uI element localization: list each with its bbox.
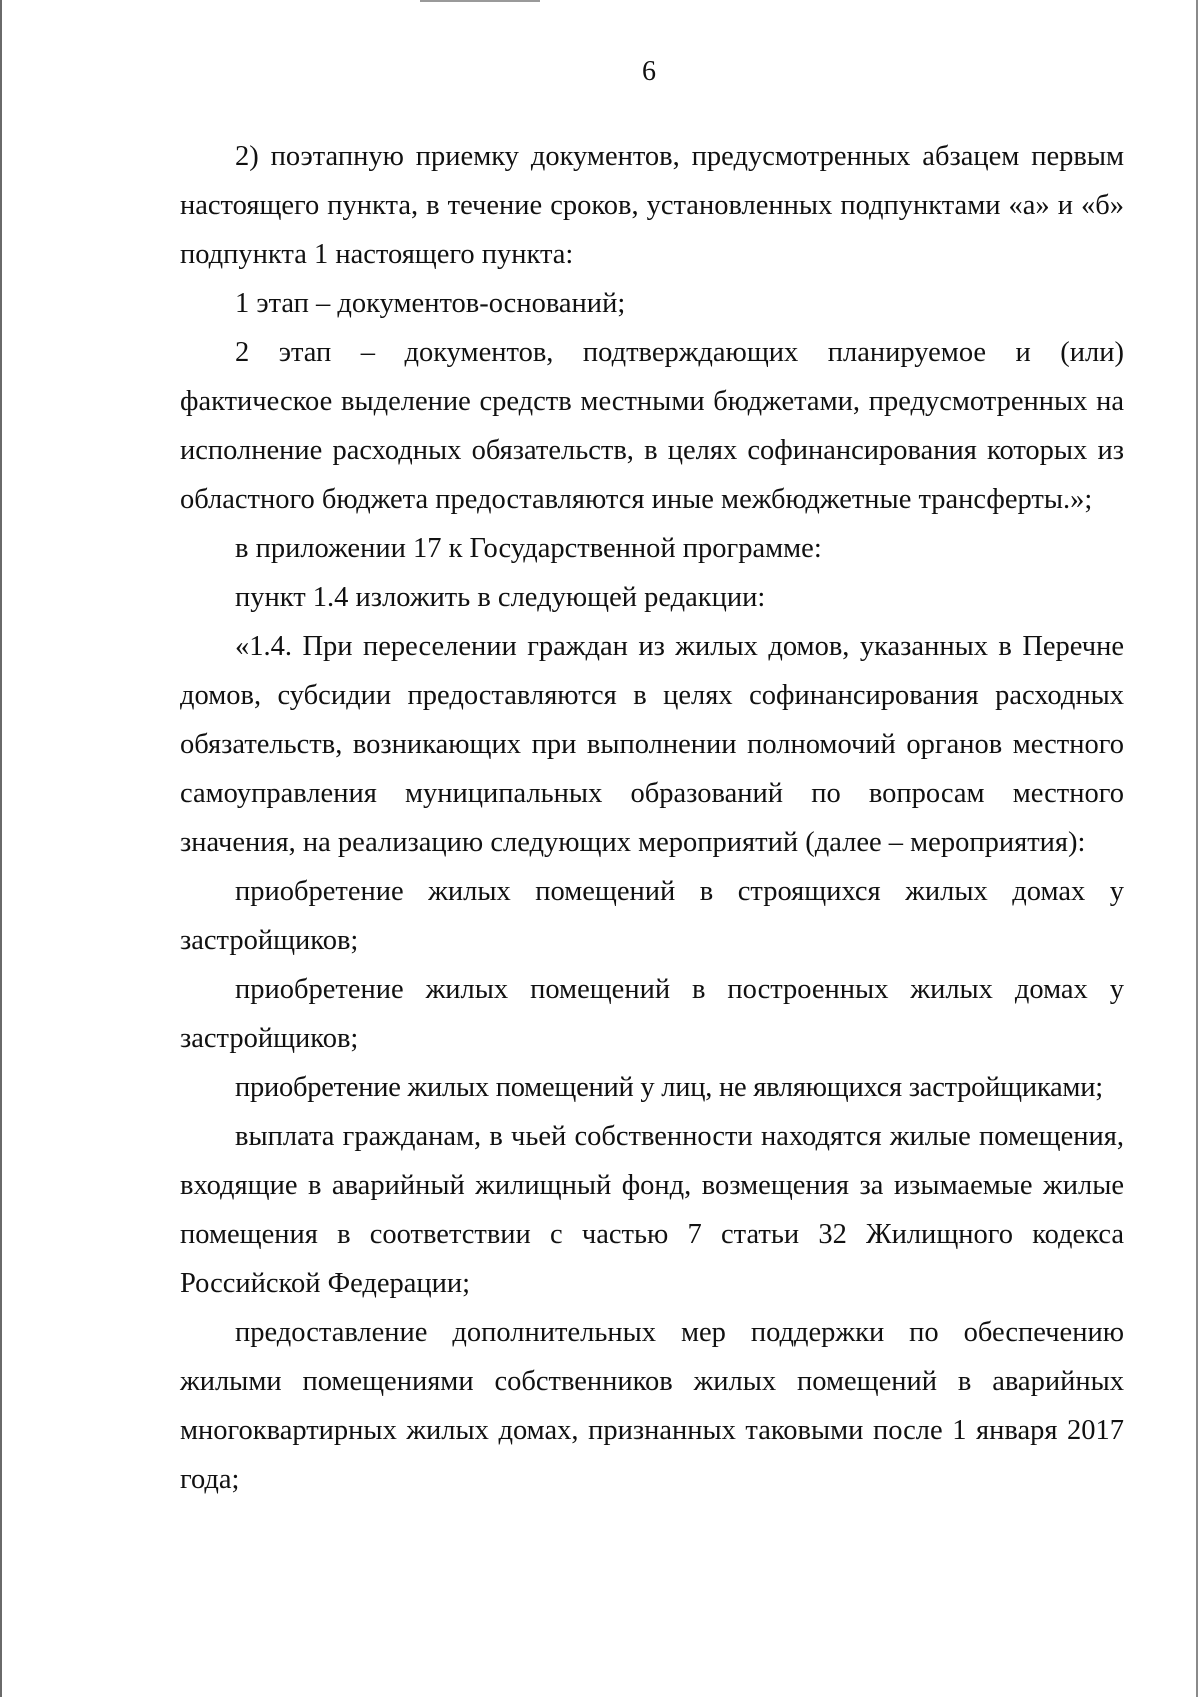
list-item-compensation: выплата гражданам, в чьей собственности находятся жилые помещения, входящие в аварийный жилищный фонд, возмещения за изымаемые жилые помещения в соответствии с частью 7 статьи 32 Жилищного кодекса Российской Федерации; [180, 1121, 1124, 1299]
scan-edge-left [0, 0, 2, 1697]
scan-edge-top [420, 0, 540, 2]
paragraph-clause-1-4: «1.4. При переселении граждан из жилых домов, указанных в Перечне домов, субсидии предоставляются в целях софинансирования расходных обязательств, возникающих при выполнении полномочий органов местного самоуправления муниципальных образований по вопросам местного значения, на реализацию следующих мероприятий (далее – мероприятия): [180, 631, 1124, 858]
paragraph-stage-1: 1 этап – документов-оснований; [235, 288, 626, 319]
page-number: 6 [642, 56, 656, 87]
list-item-under-construction: приобретение жилых помещений в строящихся жилых домах у застройщиков; [180, 876, 1124, 956]
document-body [180, 132, 1124, 1504]
scan-edge-right [1196, 0, 1198, 1697]
paragraph-clause-1-4-intro: пункт 1.4 изложить в следующей редакции: [235, 582, 766, 613]
list-item-additional-support: предоставление дополнительных мер поддержки по обеспечению жилыми помещениями собственников жилых помещений в аварийных многоквартирных жилых домах, признанных таковыми после 1 января 2017 года; [180, 1317, 1124, 1495]
list-item-built-houses: приобретение жилых помещений в построенных жилых домах у застройщиков; [180, 974, 1124, 1054]
list-item-non-developers: приобретение жилых помещений у лиц, не являющихся застройщиками; [235, 1072, 1103, 1103]
paragraph-stage-2: 2 этап – документов, подтверждающих планируемое и (или) фактическое выделение средств местными бюджетами, предусмотренных на исполнение расходных обязательств, в целях софинансирования которых из областного бюджета предоставляются иные межбюджетные трансферты.»; [180, 337, 1124, 515]
paragraph-staged-acceptance: 2) поэтапную приемку документов, предусмотренных абзацем первым настоящего пункта, в течение сроков, установленных подпунктами «а» и «б» подпункта 1 настоящего пункта: [180, 141, 1124, 270]
paragraph-appendix-17: в приложении 17 к Государственной программе: [235, 533, 822, 564]
